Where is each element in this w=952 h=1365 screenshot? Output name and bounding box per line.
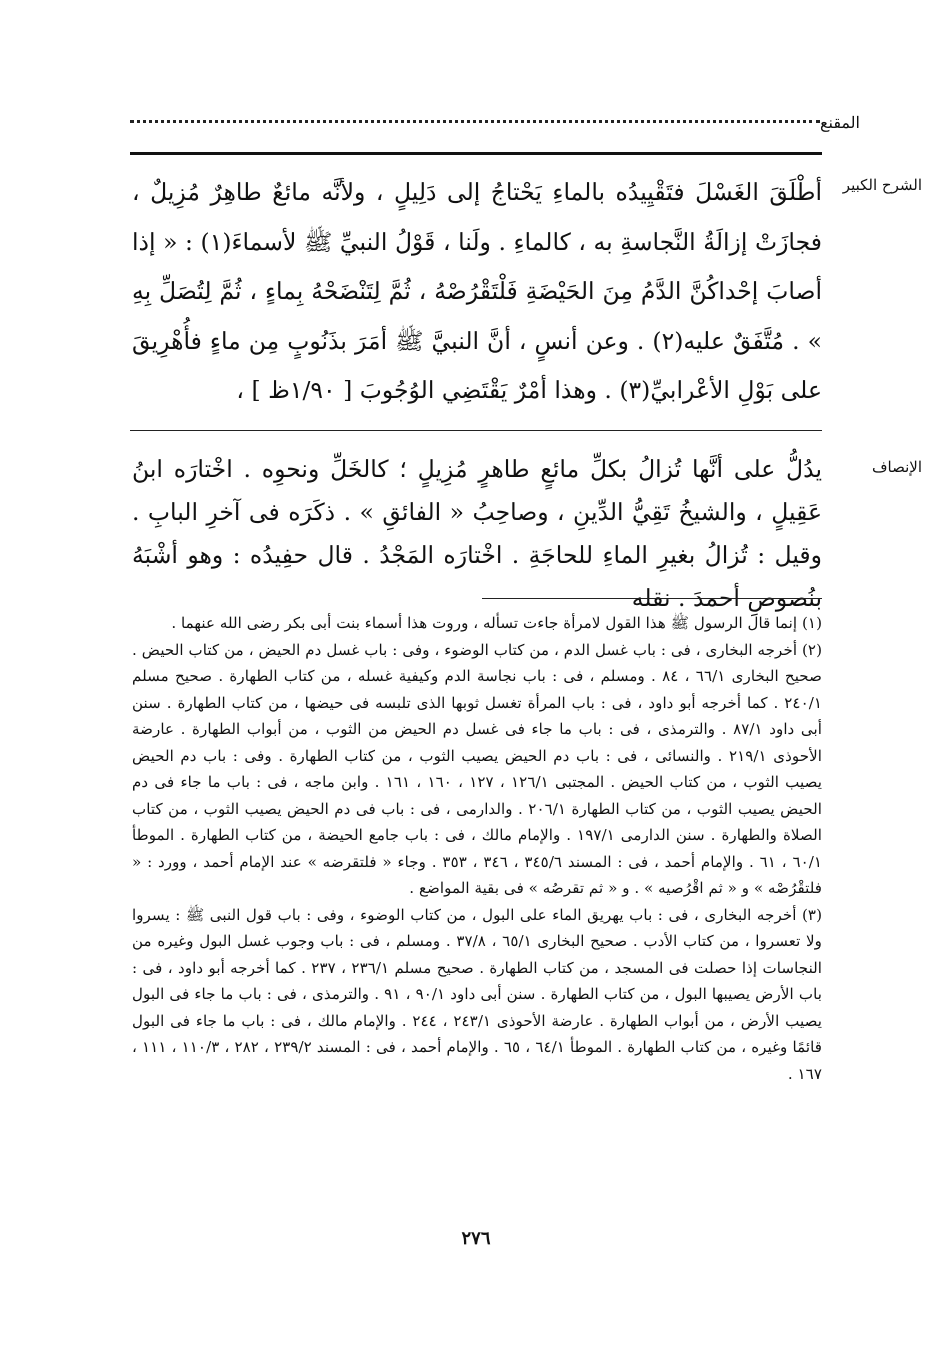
sharh-text: أطْلَقَ الغَسْلَ فتَقْيِيدُه بالماءِ يَحْتاجُ إلى دَلِيلٍ ، ولأنَّه مائعٌ طاهِرٌ مُزِيلٌ ، فجازَتْ إزالَةُ النَّجاسةِ به ، كالماءِ . ولَنا ، قَوْلُ النبيِّ ﷺ لأسماءَ(١) : « إذا أصابَ إحْداكُنَّ الدَّمُ مِنَ الحَيْضَةِ فَلْتَقْرُصْهُ ، ثُمَّ لِتَنْضَحْهُ بِماءٍ ، ثُمَّ لِتُصَلِّ بِهِ » . مُتَّفَقٌ عليه(٢) . وعن أنسٍ ، أنَّ النبيَّ ﷺ أمَرَ بذَنُوبٍ مِن ماءٍ فأُهْرِيقَ على بَوْلِ الأعْرابيِّ(٣) . وهذا أمْرٌ يَقْتَضِي الوُجُوبَ [ ١/٩٠ظ ] ، — [132, 178, 822, 404]
insaf-text: يدُلُّ على أنَّها تُزالُ بكلِّ مائعٍ طاهرٍ مُزِيلٍ ؛ كالخَلِّ ونحوِه . اخْتارَه ابنُ عَقِيلٍ ، والشيخُ تَقِيُّ الدِّينِ ، وصاحِبُ « الفائقِ » . ذكَرَه فى آخرِ البابِ . وقيل : تُزالُ بغيرِ الماءِ للحاجَةِ . اخْتارَه المَجْدُ . قال حفِيدُه : وهو أشْبَهُ بنُصوصِ أحمدَ . نقله — [132, 455, 822, 612]
section-label-sharh: الشرح الكبير — [842, 176, 922, 194]
header-rule — [130, 152, 822, 155]
section-label-insaf: الإنصاف — [871, 458, 922, 476]
footnote-1: (١) إنما قال الرسول ﷺ هذا القول لامرأة جاءت تسأله ، وروت هذا أسماء بنت أبى بكر رضى الله عنهما . — [171, 614, 822, 632]
footnote-2: (٢) أخرجه البخارى ، فى : باب غسل الدم ، من كتاب الوضوء ، وفى : باب غسل دم الحيض ، من كتاب الحيض . صحيح البخارى ٦٦/١ ، ٨٤ . ومسلم ، فى : باب نجاسة الدم وكيفية غسله ، من كتاب الطهارة . صحيح مسلم ٢٤٠/١ . كما أخرجه أبو داود ، فى : باب المرأة تغسل ثوبها الذى تلبسه فى حيضها ، من كتاب الطهارة . سنن أبى داود ٨٧/١ . والترمذى ، فى : باب ما جاء فى غسل دم الحيض من الثوب ، من أبواب الطهارة . عارضة الأحوذى ٢١٩/١ . والنسائى ، فى : باب دم الحيض يصيب الثوب ، من كتاب الطهارة . وفى : باب دم الحيض يصيب الثوب ، من كتاب الحيض . المجتبى ١٢٦/١ ، ١٢٧ ، ١٦٠ ، ١٦١ . وابن ماجه ، فى : باب ما جاء فى دم الحيض يصيب الثوب ، من كتاب الطهارة ٢٠٦/١ . والدارمى ، فى : باب فى دم الحيض يصيب الثوب ، من كتاب الصلاة والطهارة . سنن الدارمى ١٩٧/١ . والإمام مالك ، فى : باب جامع الحيضة ، من كتاب الطهارة . الموطأ ٦٠/١ ، ٦١ . والإمام أحمد ، فى : المسند ٣٤٥/٦ ، ٣٤٦ ، ٣٥٣ . وجاء « فلتقرضه » عند الإمام أحمد ، وورد : « فلتقْرُصْه » و « ثم اقْرُصيه » . و « ثم تقرصُه » فى بقية المواضع . — [132, 640, 823, 897]
footnotes — [132, 610, 822, 1087]
footnote-3: (٣) أخرجه البخارى ، فى : باب يهريق الماء على البول ، من كتاب الوضوء ، وفى : باب قول النبى ﷺ : يسروا ولا تعسروا ، من كتاب الأدب . صحيح البخارى ٦٥/١ ، ٣٧/٨ . ومسلم ، فى : باب وجوب غسل البول وغيره من النجاسات إذا حصلت فى المسجد ، من كتاب الطهارة . صحيح مسلم ٢٣٦/١ ، ٢٣٧ . كما أخرجه أبو داود ، فى : باب الأرض يصيبها البول ، من كتاب الطهارة . سنن أبى داود ٩٠/١ ، ٩١ . والترمذى ، فى : باب ما جاء فى البول يصيب الأرض ، من أبواب الطهارة . عارضة الأحوذى ٢٤٣/١ ، ٢٤٤ . والإمام مالك ، فى : باب ما جاء فى البول قائمًا وغيره ، من كتاب الطهارة . الموطأ ٦٤/١ ، ٦٥ . والإمام أحمد ، فى : المسند ٢٣٩/٢ ، ٢٨٢ ، ١١٠/٣ ، ١١١ ، ١٦٧ . — [132, 905, 823, 1083]
header-dotted-leader — [130, 120, 820, 123]
footnotes-rule — [482, 598, 822, 599]
running-header-title: المقنع — [819, 113, 860, 132]
section-divider — [130, 430, 822, 431]
page-number: ٢٧٦ — [461, 1228, 491, 1249]
